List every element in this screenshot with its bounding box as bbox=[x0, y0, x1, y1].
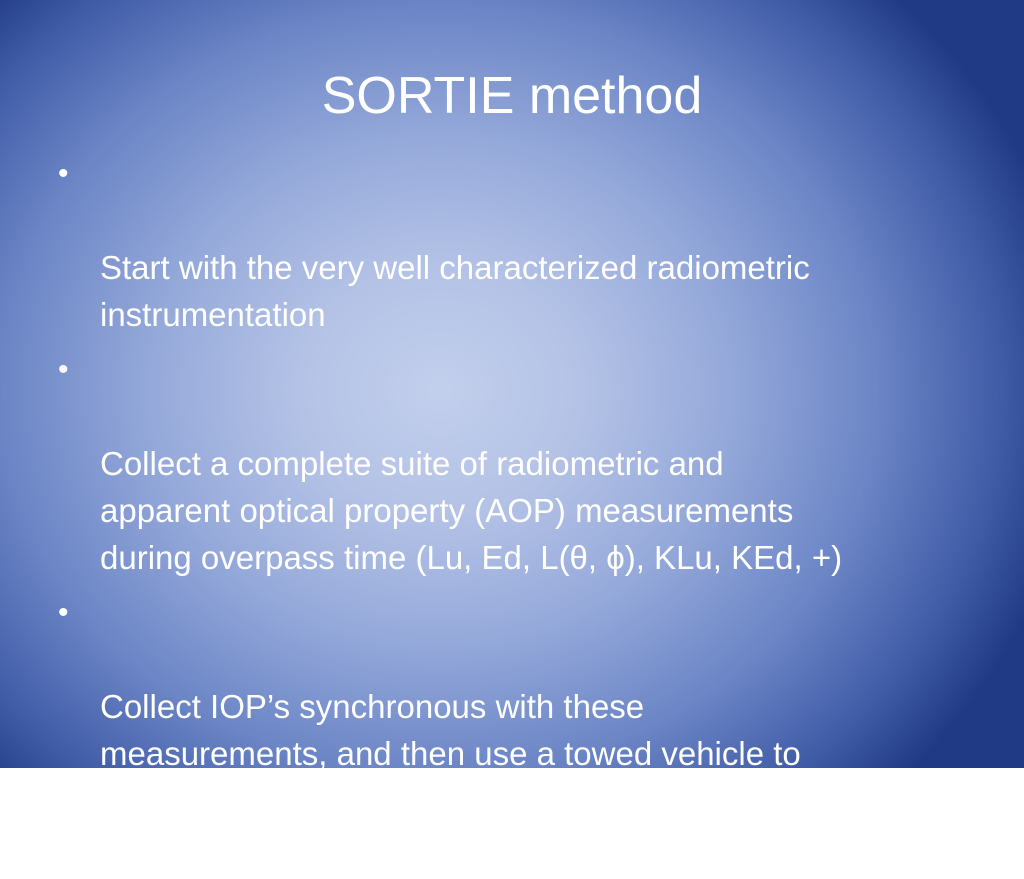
bullet-text-1: Start with the very well characterized radiometric instrumentation bbox=[100, 249, 810, 333]
bullet-text-2: Collect a complete suite of radiometric and apparent optical property (AOP) measurements during overpass time (Lu, Ed, L(θ, ϕ), KLu, KEd, +) bbox=[100, 445, 843, 576]
bullet-item-2 bbox=[56, 346, 986, 581]
bullet-list bbox=[56, 150, 986, 879]
bullet-icon: • bbox=[58, 353, 69, 386]
bullet-item-3 bbox=[56, 589, 986, 871]
slide-title: SORTIE method bbox=[321, 67, 703, 125]
bullet-icon: • bbox=[58, 157, 69, 190]
bullet-text-3: Collect IOP’s synchronous with these measurements, and then use a towed vehicle to investigate the IOP field around the measurement site before and/or after the overpass bbox=[100, 688, 826, 866]
bullet-icon: • bbox=[58, 596, 69, 629]
bullet-item-1 bbox=[56, 150, 986, 338]
